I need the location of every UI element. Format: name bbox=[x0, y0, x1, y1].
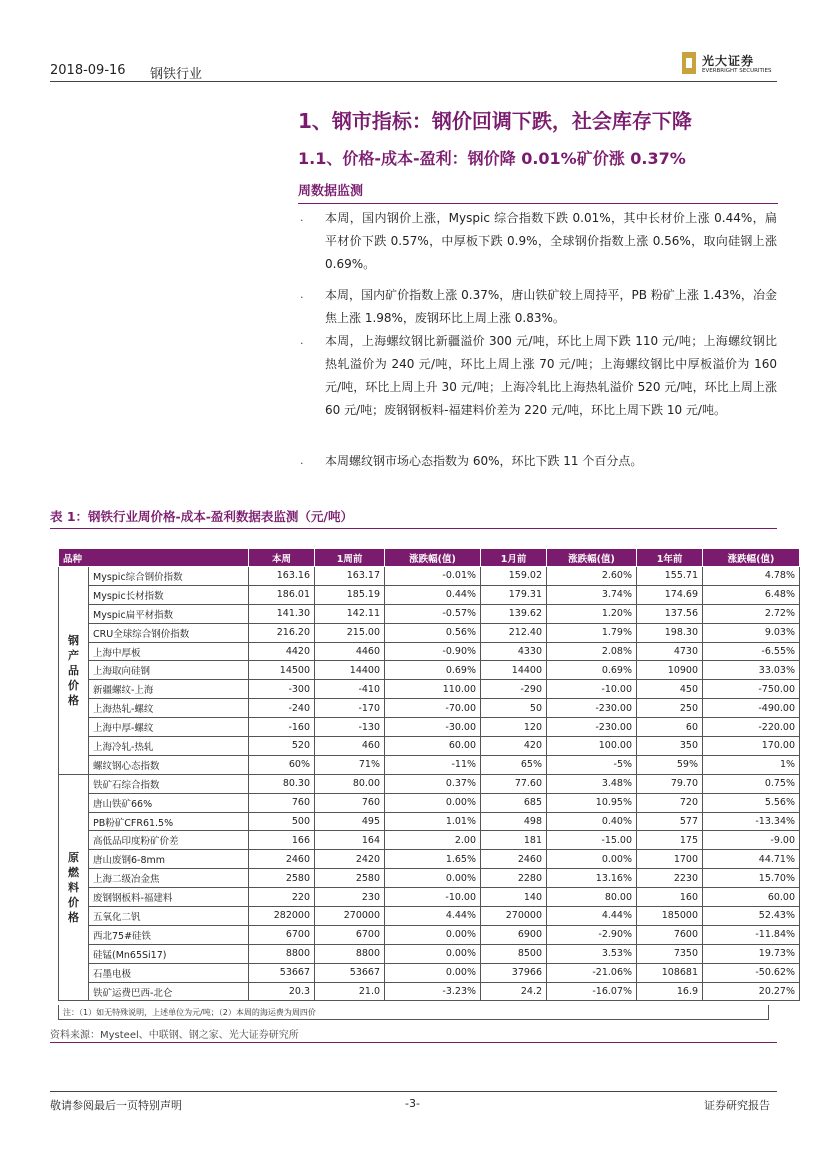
table-cell: -50.62% bbox=[703, 963, 800, 982]
table-cell: 53667 bbox=[315, 963, 385, 982]
table-cell: 14400 bbox=[315, 661, 385, 680]
row-label: Myspic长材指数 bbox=[89, 585, 249, 604]
table-cell: 179.31 bbox=[481, 585, 547, 604]
bullet-icon: · bbox=[300, 291, 304, 304]
table-cell: 2460 bbox=[481, 850, 547, 869]
row-label: Myspic综合钢价指数 bbox=[89, 567, 249, 586]
table-cell: 65% bbox=[481, 755, 547, 774]
table-cell: 2280 bbox=[481, 869, 547, 888]
table-cell: 108681 bbox=[637, 963, 703, 982]
table-cell: 3.74% bbox=[547, 585, 637, 604]
table-cell: 8800 bbox=[249, 944, 315, 963]
table-cell: 60% bbox=[249, 755, 315, 774]
table-cell: 60 bbox=[637, 718, 703, 737]
table-cell: -490.00 bbox=[703, 699, 800, 718]
table-cell: 60.00 bbox=[385, 737, 481, 756]
table-title-divider bbox=[50, 528, 777, 529]
table-cell: -230.00 bbox=[547, 718, 637, 737]
table-cell: -0.01% bbox=[385, 567, 481, 586]
table-row bbox=[59, 907, 800, 926]
table-cell: 2230 bbox=[637, 869, 703, 888]
table-cell: 166 bbox=[249, 831, 315, 850]
row-label: 五氧化二钒 bbox=[89, 907, 249, 926]
table-cell: 2580 bbox=[249, 869, 315, 888]
table-cell: 79.70 bbox=[637, 774, 703, 793]
table-cell: 159.02 bbox=[481, 567, 547, 586]
table-cell: 0.40% bbox=[547, 812, 637, 831]
row-label: 唐山铁矿66% bbox=[89, 793, 249, 812]
footer-divider bbox=[50, 1091, 777, 1092]
table-row bbox=[59, 888, 800, 907]
table-cell: 350 bbox=[637, 737, 703, 756]
table-cell: 139.62 bbox=[481, 604, 547, 623]
table-row bbox=[59, 699, 800, 718]
table-cell: 14500 bbox=[249, 661, 315, 680]
table-cell: -750.00 bbox=[703, 680, 800, 699]
bullet-paragraph: 本周螺纹钢市场心态指数为 60%，环比下跌 11 个百分点。 bbox=[325, 454, 643, 468]
table-cell: 2.00 bbox=[385, 831, 481, 850]
table-cell: 80.00 bbox=[315, 774, 385, 793]
price-data-table bbox=[58, 548, 800, 1001]
table-body bbox=[59, 567, 800, 1001]
table-cell: -170 bbox=[315, 699, 385, 718]
table-cell: 141.30 bbox=[249, 604, 315, 623]
table-row bbox=[59, 812, 800, 831]
row-label: 上海冷轧-热轧 bbox=[89, 737, 249, 756]
table-cell: 3.53% bbox=[547, 944, 637, 963]
col-header: 1年前 bbox=[637, 549, 703, 567]
table-cell: -240 bbox=[249, 699, 315, 718]
col-header: 涨跌幅(值) bbox=[547, 549, 637, 567]
table-cell: -15.00 bbox=[547, 831, 637, 850]
row-label: 铁矿运费巴西-北仑 bbox=[89, 982, 249, 1001]
table-row bbox=[59, 850, 800, 869]
table-cell: 14400 bbox=[481, 661, 547, 680]
col-header: 涨跌幅(值) bbox=[703, 549, 800, 567]
row-label: 西北75#硅铁 bbox=[89, 925, 249, 944]
table-cell: 282000 bbox=[249, 907, 315, 926]
table-row bbox=[59, 604, 800, 623]
table-cell: 5.56% bbox=[703, 793, 800, 812]
table-row bbox=[59, 737, 800, 756]
table-cell: -10.00 bbox=[547, 680, 637, 699]
table-header-row bbox=[59, 549, 800, 567]
table-cell: -16.07% bbox=[547, 982, 637, 1001]
table-cell: 2.08% bbox=[547, 642, 637, 661]
table-cell: 212.40 bbox=[481, 623, 547, 642]
table-cell: -230.00 bbox=[547, 699, 637, 718]
table-cell: 1.79% bbox=[547, 623, 637, 642]
subsection-heading: 1.1、价格-成本-盈利：钢价降 0.01%矿价涨 0.37% bbox=[298, 149, 686, 168]
table-row bbox=[59, 925, 800, 944]
section-heading: 1、钢市指标：钢价回调下跌，社会库存下降 bbox=[298, 109, 692, 133]
table-cell: 420 bbox=[481, 737, 547, 756]
table-cell: 720 bbox=[637, 793, 703, 812]
table-cell: 270000 bbox=[481, 907, 547, 926]
table-cell: 0.00% bbox=[385, 944, 481, 963]
row-group-label: 钢产品价格 bbox=[59, 567, 89, 775]
table-cell: -220.00 bbox=[703, 718, 800, 737]
table-cell: 181 bbox=[481, 831, 547, 850]
table-cell: 0.56% bbox=[385, 623, 481, 642]
table-cell: 52.43% bbox=[703, 907, 800, 926]
table-cell: 170.00 bbox=[703, 737, 800, 756]
table-cell: 4.44% bbox=[385, 907, 481, 926]
table-cell: 53667 bbox=[249, 963, 315, 982]
col-header: 品种 bbox=[59, 549, 249, 567]
table-cell: 80.00 bbox=[547, 888, 637, 907]
logo-name: 光大证券 bbox=[702, 54, 755, 68]
table-cell: 160 bbox=[637, 888, 703, 907]
table-cell: -160 bbox=[249, 718, 315, 737]
table-row bbox=[59, 982, 800, 1001]
table-cell: 2580 bbox=[315, 869, 385, 888]
table-cell: 460 bbox=[315, 737, 385, 756]
table-cell: 163.17 bbox=[315, 567, 385, 586]
row-label: 上海热轧-螺纹 bbox=[89, 699, 249, 718]
table-cell: -21.06% bbox=[547, 963, 637, 982]
col-header: 1周前 bbox=[315, 549, 385, 567]
row-label: 硅锰(Mn65Si17) bbox=[89, 944, 249, 963]
table-cell: 760 bbox=[315, 793, 385, 812]
row-label: 废钢钢板料-福建料 bbox=[89, 888, 249, 907]
table-cell: 6700 bbox=[249, 925, 315, 944]
table-cell: 520 bbox=[249, 737, 315, 756]
table-cell: 37966 bbox=[481, 963, 547, 982]
report-date: 2018-09-16 bbox=[50, 63, 126, 78]
table-cell: 685 bbox=[481, 793, 547, 812]
table-cell: -30.00 bbox=[385, 718, 481, 737]
table-cell: 16.9 bbox=[637, 982, 703, 1001]
table-cell: 19.73% bbox=[703, 944, 800, 963]
row-label: 新疆螺纹-上海 bbox=[89, 680, 249, 699]
table-cell: -410 bbox=[315, 680, 385, 699]
row-label: Myspic扁平材指数 bbox=[89, 604, 249, 623]
table-cell: 185000 bbox=[637, 907, 703, 926]
table-cell: 498 bbox=[481, 812, 547, 831]
table-cell: -130 bbox=[315, 718, 385, 737]
heading-divider bbox=[298, 203, 778, 204]
table-cell: 110.00 bbox=[385, 680, 481, 699]
table-cell: 44.71% bbox=[703, 850, 800, 869]
table-cell: 2420 bbox=[315, 850, 385, 869]
table-cell: 100.00 bbox=[547, 737, 637, 756]
table-row bbox=[59, 642, 800, 661]
table-cell: -0.90% bbox=[385, 642, 481, 661]
table-cell: 0.00% bbox=[385, 963, 481, 982]
row-label: 高低品印度粉矿价差 bbox=[89, 831, 249, 850]
everbright-logo-icon bbox=[682, 52, 696, 74]
table-cell: 20.27% bbox=[703, 982, 800, 1001]
table-cell: 8800 bbox=[315, 944, 385, 963]
table-cell: 760 bbox=[249, 793, 315, 812]
table-cell: 185.19 bbox=[315, 585, 385, 604]
table-cell: 4.78% bbox=[703, 567, 800, 586]
table-row bbox=[59, 944, 800, 963]
row-label: 石墨电极 bbox=[89, 963, 249, 982]
table-cell: 2.72% bbox=[703, 604, 800, 623]
table-row bbox=[59, 831, 800, 850]
table-cell: 0.44% bbox=[385, 585, 481, 604]
table-row bbox=[59, 585, 800, 604]
report-type: 证券研究报告 bbox=[704, 1099, 770, 1112]
table-cell: 120 bbox=[481, 718, 547, 737]
table-cell: 7350 bbox=[637, 944, 703, 963]
table-cell: 13.16% bbox=[547, 869, 637, 888]
row-label: 上海中厚-螺纹 bbox=[89, 718, 249, 737]
table-cell: 1.20% bbox=[547, 604, 637, 623]
table-cell: 4330 bbox=[481, 642, 547, 661]
table-cell: 0.00% bbox=[385, 793, 481, 812]
industry-label: 钢铁行业 bbox=[150, 67, 203, 82]
table-cell: 215.00 bbox=[315, 623, 385, 642]
table-cell: -13.34% bbox=[703, 812, 800, 831]
table-row bbox=[59, 774, 800, 793]
table-cell: 9.03% bbox=[703, 623, 800, 642]
table-cell: 0.75% bbox=[703, 774, 800, 793]
table-cell: -5% bbox=[547, 755, 637, 774]
table-cell: 8500 bbox=[481, 944, 547, 963]
table-cell: 10900 bbox=[637, 661, 703, 680]
table-cell: -6.55% bbox=[703, 642, 800, 661]
table-cell: 450 bbox=[637, 680, 703, 699]
table-cell: 137.56 bbox=[637, 604, 703, 623]
table-row bbox=[59, 661, 800, 680]
table-cell: 2.60% bbox=[547, 567, 637, 586]
table-cell: 216.20 bbox=[249, 623, 315, 642]
bullet-icon: · bbox=[300, 214, 304, 227]
row-label: 上海中厚板 bbox=[89, 642, 249, 661]
table-cell: 20.3 bbox=[249, 982, 315, 1001]
table-cell: 50 bbox=[481, 699, 547, 718]
source-divider bbox=[50, 1042, 777, 1043]
col-header: 涨跌幅(值) bbox=[385, 549, 481, 567]
table-row bbox=[59, 963, 800, 982]
table-cell: -9.00 bbox=[703, 831, 800, 850]
table-cell: 163.16 bbox=[249, 567, 315, 586]
table-cell: 7600 bbox=[637, 925, 703, 944]
table-cell: -2.90% bbox=[547, 925, 637, 944]
table-cell: -11% bbox=[385, 755, 481, 774]
logo-name-en: EVERBRIGHT SECURITIES bbox=[702, 68, 772, 74]
table-cell: 33.03% bbox=[703, 661, 800, 680]
page-number: -3- bbox=[405, 1097, 420, 1110]
row-label: 唐山废钢6-8mm bbox=[89, 850, 249, 869]
row-label: 铁矿石综合指数 bbox=[89, 774, 249, 793]
table-cell: 186.01 bbox=[249, 585, 315, 604]
row-group-label: 原燃料价格 bbox=[59, 774, 89, 1001]
col-header: 1月前 bbox=[481, 549, 547, 567]
table-cell: 4420 bbox=[249, 642, 315, 661]
table-cell: 4460 bbox=[315, 642, 385, 661]
table-cell: 220 bbox=[249, 888, 315, 907]
table-cell: 21.0 bbox=[315, 982, 385, 1001]
table-cell: 71% bbox=[315, 755, 385, 774]
table-cell: 174.69 bbox=[637, 585, 703, 604]
table-cell: 6900 bbox=[481, 925, 547, 944]
table-cell: -10.00 bbox=[385, 888, 481, 907]
table-cell: 15.70% bbox=[703, 869, 800, 888]
table-row bbox=[59, 869, 800, 888]
table-cell: -300 bbox=[249, 680, 315, 699]
table-cell: -70.00 bbox=[385, 699, 481, 718]
table-cell: 0.00% bbox=[385, 925, 481, 944]
row-label: CRU全球综合钢价指数 bbox=[89, 623, 249, 642]
table-row bbox=[59, 793, 800, 812]
disclaimer-note: 敬请参阅最后一页特别声明 bbox=[50, 1099, 182, 1112]
table-row bbox=[59, 567, 800, 586]
table-cell: 0.00% bbox=[385, 869, 481, 888]
bullet-paragraph: 本周，国内钢价上涨，Myspic 综合指数下跌 0.01%，其中长材价上涨 0.44%，扁平材价下跌 0.57%，中厚板下跌 0.9%，全球钢价指数上涨 0.56%，取向硅钢上涨 0.69%。 bbox=[325, 211, 777, 271]
table-cell: 577 bbox=[637, 812, 703, 831]
table-row bbox=[59, 623, 800, 642]
table-cell: 10.95% bbox=[547, 793, 637, 812]
table-cell: 500 bbox=[249, 812, 315, 831]
bullet-icon: · bbox=[300, 457, 304, 470]
table-cell: 2460 bbox=[249, 850, 315, 869]
table-cell: 6700 bbox=[315, 925, 385, 944]
table-cell: 4.44% bbox=[547, 907, 637, 926]
bullet-icon: · bbox=[300, 337, 304, 350]
table-cell: 142.11 bbox=[315, 604, 385, 623]
table-row bbox=[59, 680, 800, 699]
table-cell: 59% bbox=[637, 755, 703, 774]
table-row bbox=[59, 718, 800, 737]
table-cell: 0.00% bbox=[547, 850, 637, 869]
table-cell: 270000 bbox=[315, 907, 385, 926]
table-cell: 24.2 bbox=[481, 982, 547, 1001]
table-cell: 77.60 bbox=[481, 774, 547, 793]
table-cell: 1700 bbox=[637, 850, 703, 869]
table-cell: -3.23% bbox=[385, 982, 481, 1001]
row-label: 上海取向硅钢 bbox=[89, 661, 249, 680]
data-source: 资料来源：Mysteel、中联钢、钢之家、光大证券研究所 bbox=[50, 1030, 299, 1041]
table-cell: 1% bbox=[703, 755, 800, 774]
table-cell: 198.30 bbox=[637, 623, 703, 642]
row-label: 螺纹钢心态指数 bbox=[89, 755, 249, 774]
table-cell: 80.30 bbox=[249, 774, 315, 793]
row-label: 上海二级冶金焦 bbox=[89, 869, 249, 888]
table-cell: 3.48% bbox=[547, 774, 637, 793]
table-cell: 0.69% bbox=[547, 661, 637, 680]
table-cell: -0.57% bbox=[385, 604, 481, 623]
table-cell: 140 bbox=[481, 888, 547, 907]
table-cell: -11.84% bbox=[703, 925, 800, 944]
table-cell: 250 bbox=[637, 699, 703, 718]
table-cell: 1.65% bbox=[385, 850, 481, 869]
table-cell: 60.00 bbox=[703, 888, 800, 907]
table-cell: 0.69% bbox=[385, 661, 481, 680]
table-row bbox=[59, 755, 800, 774]
table-cell: 230 bbox=[315, 888, 385, 907]
header-divider bbox=[50, 81, 777, 82]
row-label: PB粉矿CFR61.5% bbox=[89, 812, 249, 831]
col-header: 本周 bbox=[249, 549, 315, 567]
table-cell: 175 bbox=[637, 831, 703, 850]
table-cell: 4730 bbox=[637, 642, 703, 661]
table-cell: 0.37% bbox=[385, 774, 481, 793]
table-cell: 495 bbox=[315, 812, 385, 831]
table-cell: -290 bbox=[481, 680, 547, 699]
table-cell: 155.71 bbox=[637, 567, 703, 586]
weekly-data-heading: 周数据监测 bbox=[298, 184, 364, 199]
bullet-paragraph: 本周，国内矿价指数上涨 0.37%，唐山铁矿较上周持平，PB 粉矿上涨 1.43%，冶金焦上涨 1.98%，废钢环比上周上涨 0.83%。 bbox=[325, 288, 777, 325]
table-note: 注：（1）如无特殊说明，上述单位为元/吨；（2）本周的海运费为周四价 bbox=[58, 1005, 769, 1020]
table-cell: 164 bbox=[315, 831, 385, 850]
bullet-paragraph: 本周，上海螺纹钢比新疆溢价 300 元/吨，环比上周下跌 110 元/吨；上海螺纹钢比热轧溢价为 240 元/吨，环比上周上涨 70 元/吨；上海螺纹钢比中厚板溢价为 160 元/吨，环比上周上升 30 元/吨；上海冷轧比上海热轧溢价 520 元/吨，环比上周上涨 60 元/吨；废钢钢板料-福建料价差为 220 元/吨，环比上周下跌 10 元/吨。 bbox=[325, 334, 777, 417]
table-cell: 1.01% bbox=[385, 812, 481, 831]
table-cell: 6.48% bbox=[703, 585, 800, 604]
table-title: 表 1：钢铁行业周价格-成本-盈利数据表监测（元/吨） bbox=[50, 509, 353, 524]
